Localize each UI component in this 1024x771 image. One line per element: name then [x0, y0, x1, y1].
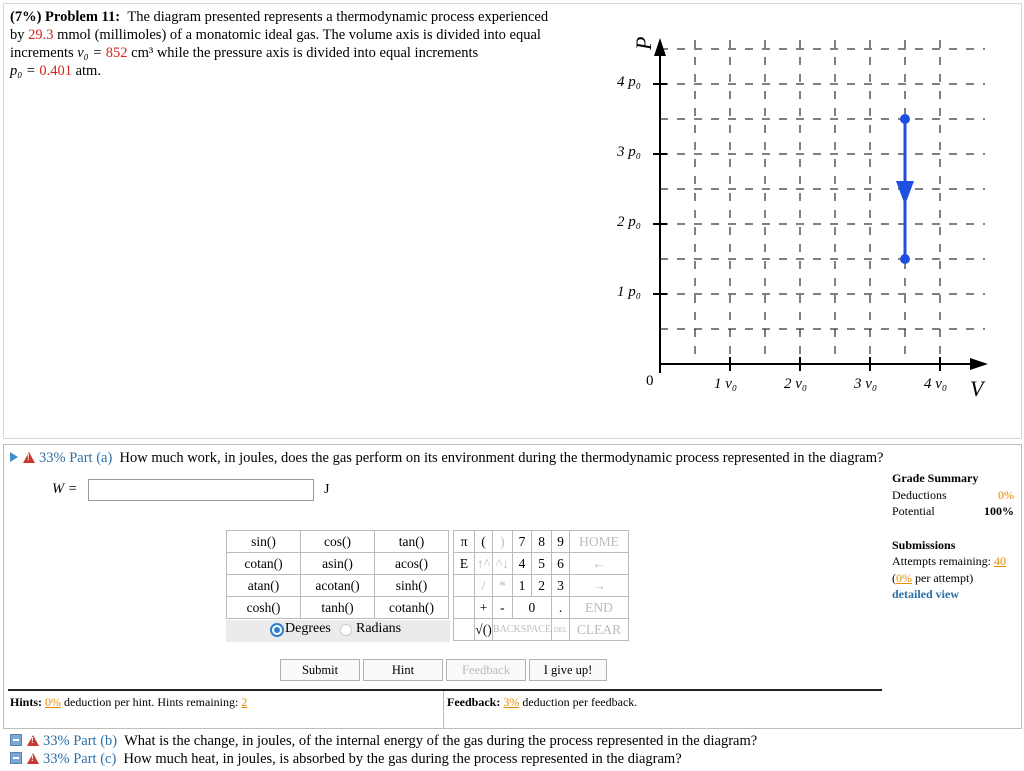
origin-label: 0	[646, 373, 654, 389]
per-attempt-text: per attempt)	[912, 570, 974, 585]
key-0[interactable]: 0	[512, 597, 551, 619]
key-minus[interactable]: -	[493, 597, 513, 619]
attempts-label: Attempts remaining:	[892, 554, 994, 568]
problem-percent: (7%)	[10, 9, 42, 25]
key-7[interactable]: 7	[512, 531, 532, 553]
key-8[interactable]: 8	[532, 531, 552, 553]
x-tick-label-3: 3 v₀	[854, 376, 878, 392]
key-open-paren[interactable]: (	[475, 531, 493, 553]
grade-summary-title: Grade Summary	[892, 471, 979, 485]
y-tick-label-4: 4 p₀	[617, 74, 641, 90]
key-atan[interactable]: atan()	[227, 575, 301, 597]
hint-button[interactable]: Hint	[363, 659, 443, 681]
key-backspace[interactable]: BACKSPACE	[493, 619, 552, 641]
problem-line2-prefix: by	[10, 27, 29, 43]
problem-line3-prefix: increments	[10, 45, 78, 61]
warning-icon	[23, 452, 35, 463]
warning-icon	[27, 735, 39, 746]
part-b-question: What is the change, in joules, of the internal energy of the gas during the process represented in the diagram?	[124, 733, 758, 749]
key-9[interactable]: 9	[552, 531, 570, 553]
feedback-button[interactable]: Feedback	[446, 659, 526, 681]
key-cosh[interactable]: cosh()	[227, 597, 301, 619]
key-sinh[interactable]: sinh()	[375, 575, 449, 597]
key-e[interactable]: E	[454, 553, 475, 575]
v0-symbol: v₀ =	[77, 45, 106, 61]
give-up-button[interactable]: I give up!	[529, 659, 607, 681]
key-plus[interactable]: +	[475, 597, 493, 619]
key-cotanh[interactable]: cotanh()	[375, 597, 449, 619]
degrees-label: Degrees	[285, 621, 331, 636]
volume-axis-arrow	[970, 358, 988, 370]
part-c-row[interactable]	[10, 751, 682, 768]
diagram-grid	[660, 40, 985, 364]
key-multiply[interactable]: *	[493, 575, 513, 597]
part-c-label: Part (c)	[73, 751, 117, 767]
feedback-text: deduction per feedback.	[519, 695, 638, 709]
key-cotan[interactable]: cotan()	[227, 553, 301, 575]
y-tick-label-3: 3 p₀	[617, 144, 641, 160]
hints-info	[10, 695, 247, 710]
part-c-question: How much heat, in joules, is absorbed by the gas during the process represented in the diagram?	[123, 751, 682, 767]
key-del[interactable]: DEL	[552, 619, 570, 641]
key-5[interactable]: 5	[532, 553, 552, 575]
deductions-value: 0%	[998, 487, 1014, 502]
key-home[interactable]: HOME	[570, 531, 629, 553]
part-b-row[interactable]	[10, 733, 757, 750]
warning-icon	[27, 753, 39, 764]
hints-deduction: 0%	[45, 695, 62, 709]
problem-line4: atm.	[71, 63, 101, 79]
process-end-point	[900, 254, 910, 264]
p0-symbol: p₀ =	[10, 63, 40, 79]
hints-label: Hints:	[10, 695, 46, 709]
key-tanh[interactable]: tanh()	[301, 597, 375, 619]
answer-input[interactable]	[88, 479, 314, 501]
radians-radio[interactable]	[340, 624, 352, 636]
gas-amount: 29.3	[28, 27, 54, 43]
deductions-label: Deductions	[892, 487, 947, 502]
key-left-arrow[interactable]: ←	[570, 553, 629, 575]
key-2[interactable]: 2	[532, 575, 552, 597]
submissions-title: Submissions	[892, 537, 956, 552]
key-right-arrow[interactable]: →	[570, 575, 629, 597]
x-tick-label-2: 2 v₀	[784, 376, 808, 392]
key-acotan[interactable]: acotan()	[301, 575, 375, 597]
part-b-percent: 33%	[43, 733, 70, 749]
process-direction-arrow	[896, 181, 914, 205]
key-tan[interactable]: tan()	[375, 531, 449, 553]
per-attempt-value: 0%	[896, 570, 912, 585]
collapse-icon[interactable]	[10, 734, 22, 746]
key-down-power[interactable]: ^↓	[493, 553, 513, 575]
collapse-icon[interactable]	[10, 752, 22, 764]
angle-mode-selector	[226, 620, 450, 642]
radians-label: Radians	[356, 621, 402, 636]
key-acos[interactable]: acos()	[375, 553, 449, 575]
key-up-power[interactable]: ↑^	[475, 553, 493, 575]
key-clear[interactable]: CLEAR	[570, 619, 629, 641]
part-c-percent: 33%	[43, 751, 70, 767]
key-6[interactable]: 6	[552, 553, 570, 575]
key-sin[interactable]: sin()	[227, 531, 301, 553]
submit-button[interactable]: Submit	[280, 659, 360, 681]
y-tick-label-2: 2 p₀	[617, 214, 641, 230]
feedback-info	[447, 695, 637, 710]
part-a-question: How much work, in joules, does the gas perform on its environment during the thermodynamic process represented in the diagram?	[119, 450, 884, 466]
pv-diagram	[600, 28, 1000, 400]
part-a-percent: 33%	[39, 450, 66, 466]
number-keypad	[453, 530, 629, 641]
key-close-paren[interactable]: )	[493, 531, 513, 553]
answer-unit: J	[324, 482, 330, 497]
problem-statement	[10, 8, 590, 80]
key-asin[interactable]: asin()	[301, 553, 375, 575]
p0-value: 0.401	[39, 63, 72, 79]
y-axis-label: P	[631, 36, 656, 50]
expand-triangle-icon[interactable]	[10, 452, 18, 462]
part-b-label: Part (b)	[73, 733, 118, 749]
key-cos[interactable]: cos()	[301, 531, 375, 553]
y-tick-label-1: 1 p₀	[617, 284, 641, 300]
feedback-label: Feedback:	[447, 695, 504, 709]
problem-title: Problem 11:	[45, 9, 121, 25]
key-sqrt[interactable]: √()	[475, 619, 493, 641]
v0-value: 852	[105, 45, 128, 61]
problem-line1: The diagram presented represents a thermodynamic process experienced	[127, 9, 549, 25]
problem-line2: mmol (millimoles) of a monatomic ideal gas. The volume axis is divided into equal	[53, 27, 541, 43]
key-4[interactable]: 4	[512, 553, 532, 575]
diagram-axes	[654, 38, 988, 373]
part-a-header	[10, 450, 883, 467]
key-end[interactable]: END	[570, 597, 629, 619]
hints-remaining: 2	[241, 695, 248, 709]
x-axis-label: V	[970, 376, 984, 400]
key-3[interactable]: 3	[552, 575, 570, 597]
potential-value: 100%	[984, 504, 1014, 518]
process-start-point	[900, 114, 910, 124]
footer-divider	[8, 689, 882, 691]
grade-summary	[892, 470, 1014, 603]
detailed-view-link[interactable]: detailed view	[892, 587, 959, 601]
attempts-value: 40	[993, 554, 1006, 568]
key-pi[interactable]: π	[454, 531, 475, 553]
per-attempt-open: (	[892, 570, 896, 585]
x-tick-label-1: 1 v₀	[714, 376, 738, 392]
function-keypad	[226, 530, 449, 619]
x-tick-label-4: 4 v₀	[924, 376, 948, 392]
axis-ticks	[653, 84, 940, 371]
key-divide[interactable]: /	[475, 575, 493, 597]
hints-text: deduction per hint. Hints remaining:	[61, 695, 242, 709]
potential-label: Potential	[892, 504, 935, 518]
problem-line3: cm³ while the pressure axis is divided into equal increments	[127, 45, 479, 61]
key-dot[interactable]: .	[552, 597, 570, 619]
answer-variable-label: W =	[52, 481, 78, 497]
key-1[interactable]: 1	[512, 575, 532, 597]
part-a-label: Part (a)	[69, 450, 113, 466]
degrees-radio[interactable]	[270, 623, 284, 637]
feedback-deduction: 3%	[503, 695, 520, 709]
footer-separator	[443, 691, 444, 728]
